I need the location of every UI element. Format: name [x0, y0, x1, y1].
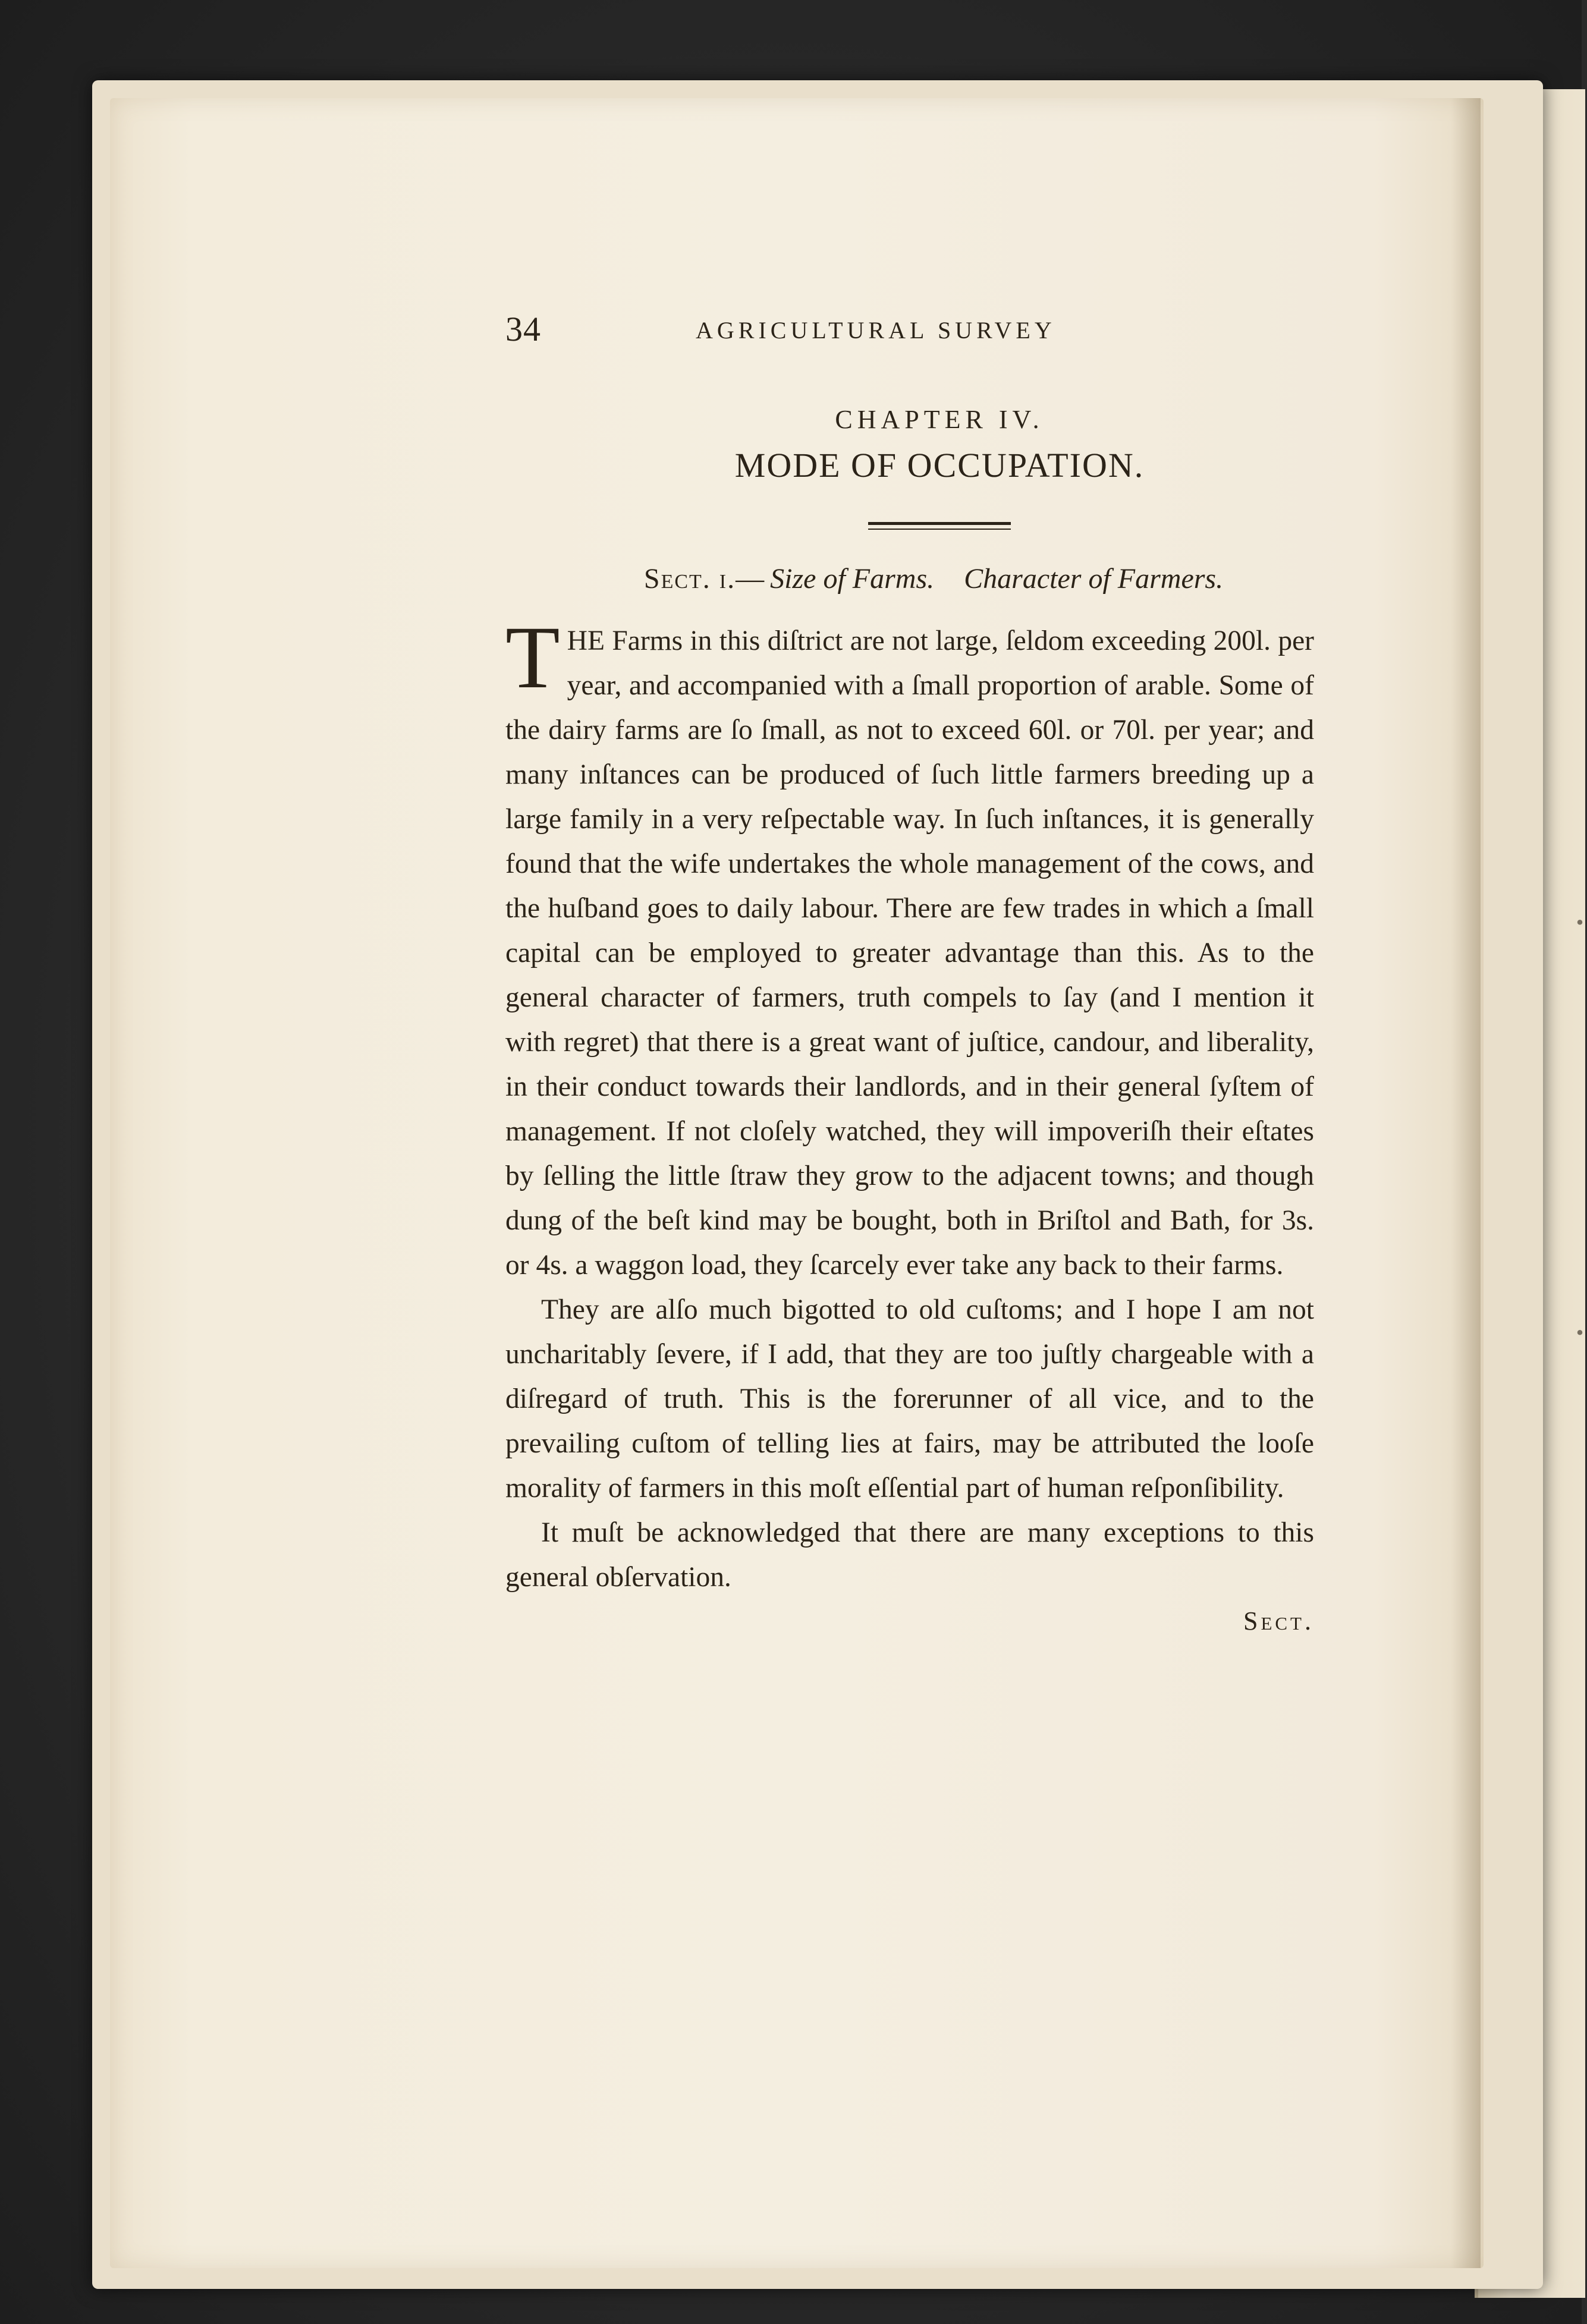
page-content — [505, 309, 1314, 1636]
bleed-through-mark: · — [1573, 1309, 1587, 1356]
paragraph — [505, 1288, 1314, 1511]
chapter-heading: CHAPTER IV. — [835, 405, 1044, 434]
paragraph-text: HE Farms in this diſtrict are not large, ſeldom exceeding 200l. per year, and accompanied with a ſmall proportion of arable. Some of the dairy farms are ſo ſmall, as not to exceed 60l. or 70l. per year; and many inſtances can be produced of ſuch little farmers breeding up a large family in a very reſpectable way. In ſuch inſtances, it is generally found that the wife undertakes the whole management of the cows, and the huſband goes to daily labour. There are few trades in which a ſmall capital can be employed to greater advantage than this. As to the general character of farmers, truth compels to ſay (and I mention it with regret) that there is a great want of juſtice, candour, and liberality, in their conduct towards their landlords, and in their general ſyſtem of management. If not cloſely watched, they will impoveriſh their eſtates by ſelling the little ſtraw they grow to the adjacent towns; and though dung of the beſt kind may be bought, both in Briſtol and Bath, for 3s. or 4s. a waggon load, they ſcarcely ever take any back to their farms. — [505, 625, 1314, 1281]
bleed-through-mark: · — [1573, 898, 1587, 946]
gutter-shadow — [1451, 98, 1481, 2268]
double-rule-ornament — [809, 522, 1011, 530]
running-title: AGRICULTURAL SURVEY — [696, 317, 1056, 344]
catchword: Sect. — [1243, 1606, 1314, 1636]
paragraph-text: They are alſo much bigotted to old cuſtoms; and I hope I am not uncharitably ſevere, if I add, that they are too juſtly chargeable with a diſregard of truth. This is the forerunner of all vice, and to the prevailing cuſtom of telling lies at fairs, may be attributed the looſe morality of farmers in this moſt eſſential part of human reſponſibility. — [505, 1294, 1314, 1504]
paragraph — [505, 608, 1314, 1288]
section-title: Size of Farms. — [770, 563, 935, 595]
paragraph-text: It muſt be acknowledged that there are many exceptions to this general obſervation. — [505, 1517, 1314, 1593]
drop-cap: T — [505, 608, 560, 707]
body-text — [505, 608, 1314, 1600]
section-subtitle: Character of Farmers. — [964, 563, 1224, 595]
section-label: Sect. i.— — [643, 563, 766, 595]
page-number: 34 — [505, 310, 541, 348]
section-heading — [505, 562, 1314, 595]
chapter-title: MODE OF OCCUPATION. — [734, 446, 1145, 485]
paragraph — [505, 1511, 1314, 1600]
running-head — [505, 309, 1314, 363]
